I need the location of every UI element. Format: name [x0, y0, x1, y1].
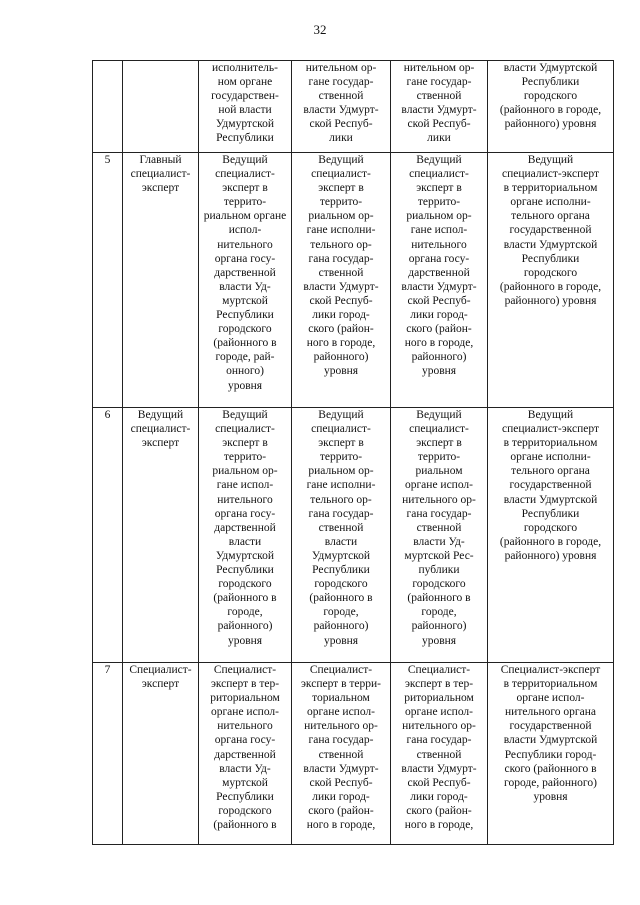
table-cell: Ведущий специалист-эксперт в территориальном органе исполни- тельного органа государственной власти Удмуртской Республики городского (районного в городе, районного) уровня	[488, 408, 614, 663]
table-cell: Ведущий специалист- эксперт в террито- риальном ор- гане испол- нительного органа госу- дарственной власти Удмуртской Республики городского (районного в городе, районного) уровня	[199, 408, 292, 663]
position-cell: Специалист- эксперт	[123, 663, 199, 845]
table-cell: нительном ор- гане государ- ственной власти Удмурт- ской Респуб- лики	[292, 61, 391, 153]
table-cell: нительном ор- гане государ- ственной власти Удмурт- ской Респуб- лики	[391, 61, 488, 153]
position-cell: Ведущий специалист- эксперт	[123, 408, 199, 663]
position-cell	[123, 61, 199, 153]
row-number-cell: 7	[93, 663, 123, 845]
table-cell: Специалист- эксперт в тер- риториальном органе испол- нительного ор- гана государ- ственной власти Удмурт- ской Респуб- лики город- ского (район- ного в городе,	[391, 663, 488, 845]
table-row	[93, 663, 614, 845]
positions-table	[92, 60, 614, 845]
table-row	[93, 153, 614, 408]
row-number-cell: 6	[93, 408, 123, 663]
table-cell: Ведущий специалист- эксперт в террито- риальном органе испол- нительного органа госу- дарственной власти Уд- муртской Республики городского (районного в городе, рай- онного) уровня	[199, 153, 292, 408]
position-cell: Главный специалист- эксперт	[123, 153, 199, 408]
table-cell: исполнитель- ном органе государствен- ной власти Удмуртской Республики	[199, 61, 292, 153]
row-number-cell	[93, 61, 123, 153]
page-number: 32	[313, 22, 327, 37]
row-number-cell: 5	[93, 153, 123, 408]
table-cell: Специалист- эксперт в терри- ториальном органе испол- нительного ор- гана государ- ственной власти Удмурт- ской Респуб- лики город- ского (район- ного в городе,	[292, 663, 391, 845]
table-cell: Ведущий специалист- эксперт в террито- риальном ор- гане испол- нительного органа госу- дарственной власти Удмурт- ской Респуб- лики город- ского (район- ного в городе, районного) уровня	[391, 153, 488, 408]
table-cell: Специалист- эксперт в тер- риториальном органе испол- нительного органа госу- дарственной власти Уд- муртской Республики городского (районного в	[199, 663, 292, 845]
table-cell: Специалист-эксперт в территориальном органе испол- нительного органа государственной власти Удмуртской Республики город- ского (районного в городе, районного) уровня	[488, 663, 614, 845]
table-cell: власти Удмуртской Республики городского (районного в городе, районного) уровня	[488, 61, 614, 153]
table-cell: Ведущий специалист- эксперт в террито- риальном ор- гане исполни- тельного ор- гана государ- ственной власти Удмурт- ской Респуб- лики город- ского (район- ного в городе, районного) уровня	[292, 153, 391, 408]
table-cell: Ведущий специалист-эксперт в территориальном органе исполни- тельного органа государственной власти Удмуртской Республики городского (районного в городе, районного) уровня	[488, 153, 614, 408]
table-cell: Ведущий специалист- эксперт в террито- риальном ор- гане исполни- тельного ор- гана государ- ственной власти Удмуртской Республики городского (районного в городе, районного) уровня	[292, 408, 391, 663]
table-row	[93, 408, 614, 663]
table-row	[93, 61, 614, 153]
table-cell: Ведущий специалист- эксперт в террито- риальном органе испол- нительного ор- гана государ- ственной власти Уд- муртской Рес- публики городского (районного в городе, районного) уровня	[391, 408, 488, 663]
